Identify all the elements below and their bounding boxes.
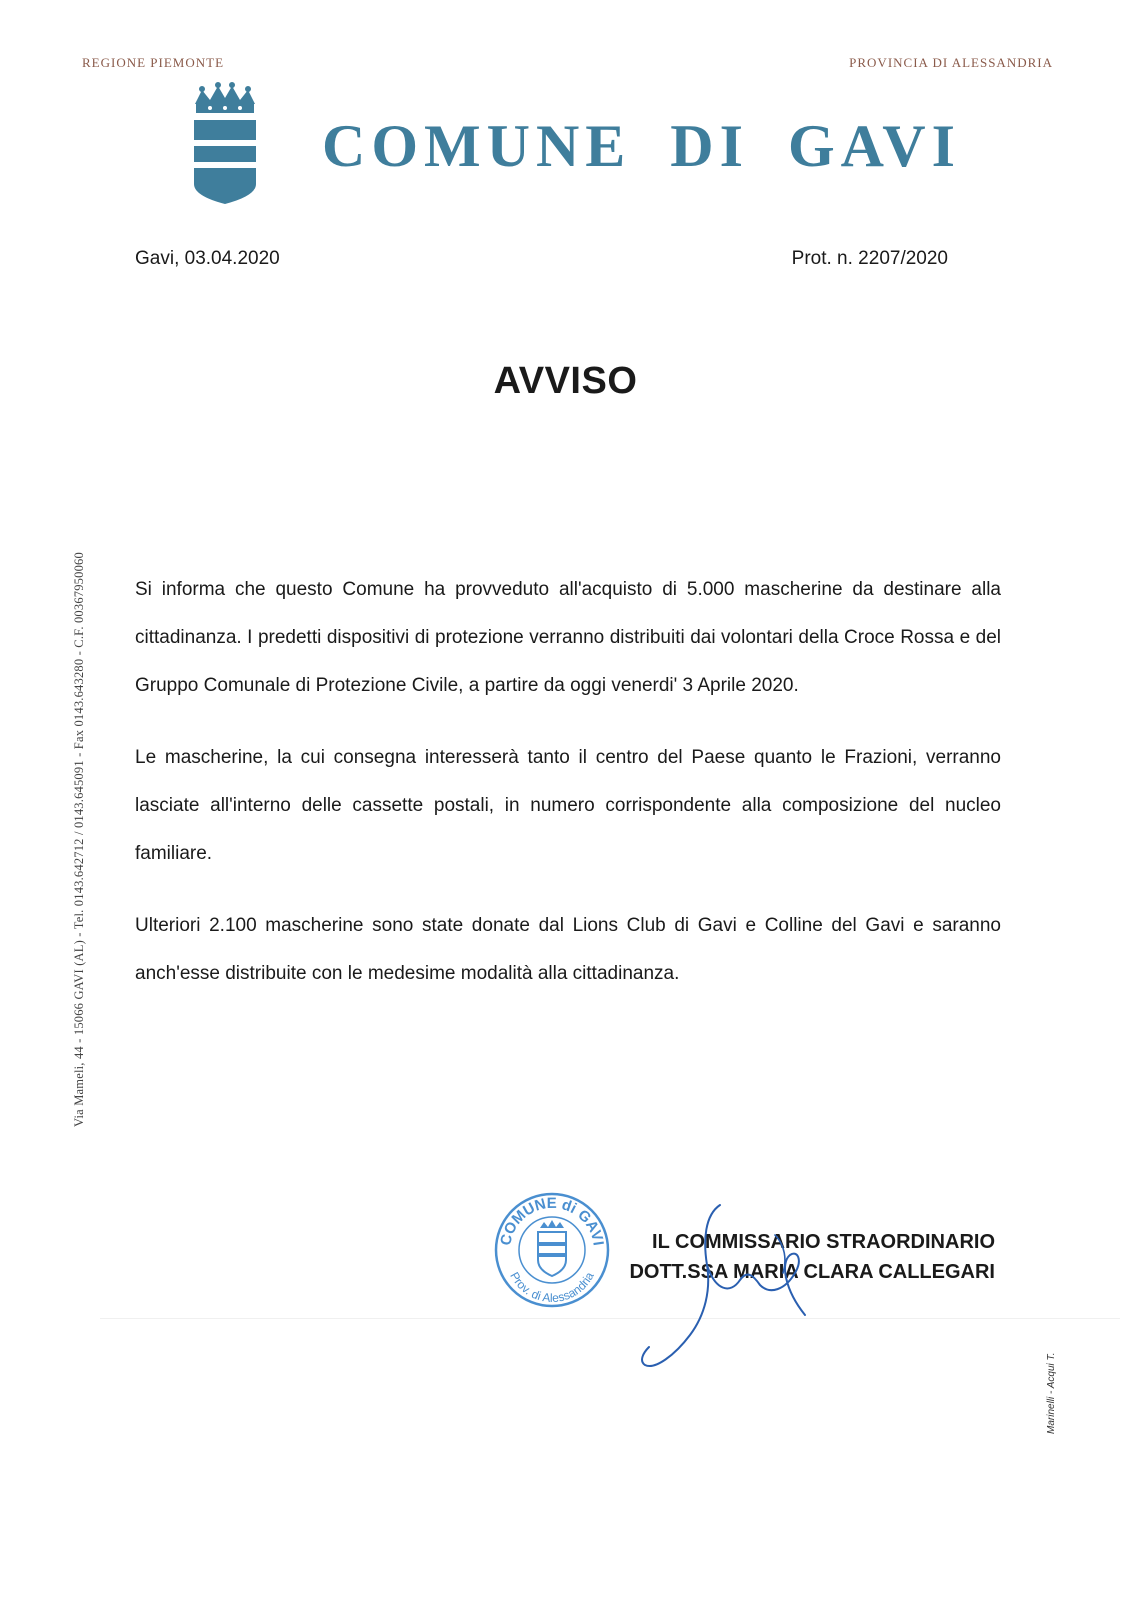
signatory-role: IL COMMISSARIO STRAORDINARIO	[652, 1231, 995, 1253]
svg-text:Prov. di Alessandria	[507, 1269, 597, 1305]
municipality-title: COMUNE DI GAVI	[322, 113, 961, 179]
side-address-text: Via Mameli, 44 - 15066 GAVI (AL) - Tel. 0143.642712 / 0143.645091 - Fax 0143.643280 - C.F. 00367950060	[72, 552, 86, 1127]
region-label: REGIONE PIEMONTE	[82, 55, 225, 70]
notice-heading: AVVISO	[493, 360, 638, 402]
side-address	[62, 412, 86, 1142]
stamp-bottom-text: Prov. di Alessandria	[507, 1269, 597, 1306]
paragraph: Le mascherine, la cui consegna interesserà tanto il centro del Paese quanto le Frazioni, verranno lasciate all'interno delle cassette postali, in numero corrispondente alla composizione del nucleo familiare.	[135, 747, 1001, 864]
province-label: PROVINCIA DI ALESSANDRIA	[849, 55, 1053, 70]
signatory-name: DOTT.SSA MARIA CLARA CALLEGARI	[629, 1261, 995, 1283]
divider	[100, 1318, 1120, 1319]
notice-body	[135, 566, 1001, 1022]
printer-imprint	[1044, 1345, 1058, 1445]
protocol-number: Prot. n. 2207/2020	[791, 248, 948, 269]
printer-text: Marinelli - Acqui T.	[1046, 1352, 1057, 1434]
coat-of-arms-icon	[190, 82, 260, 206]
official-stamp-icon	[492, 1190, 612, 1310]
stamp-top-text: COMUNE di GAVI	[497, 1194, 607, 1247]
document-date: Gavi, 03.04.2020	[135, 248, 280, 269]
paragraph: Si informa che questo Comune ha provveduto all'acquisto di 5.000 mascherine da destinare alla cittadinanza. I predetti dispositivi di protezione verranno distribuiti dai volontari della Croce Rossa e del Gruppo Comunale di Protezione Civile, a partire da oggi venerdi' 3 Aprile 2020.	[135, 579, 1001, 696]
handwritten-signature-icon	[635, 1195, 835, 1395]
paragraph: Ulteriori 2.100 mascherine sono state donate dal Lions Club di Gavi e Colline del Gavi e saranno anch'esse distribuite con le medesime modalità alla cittadinanza.	[135, 915, 1001, 984]
